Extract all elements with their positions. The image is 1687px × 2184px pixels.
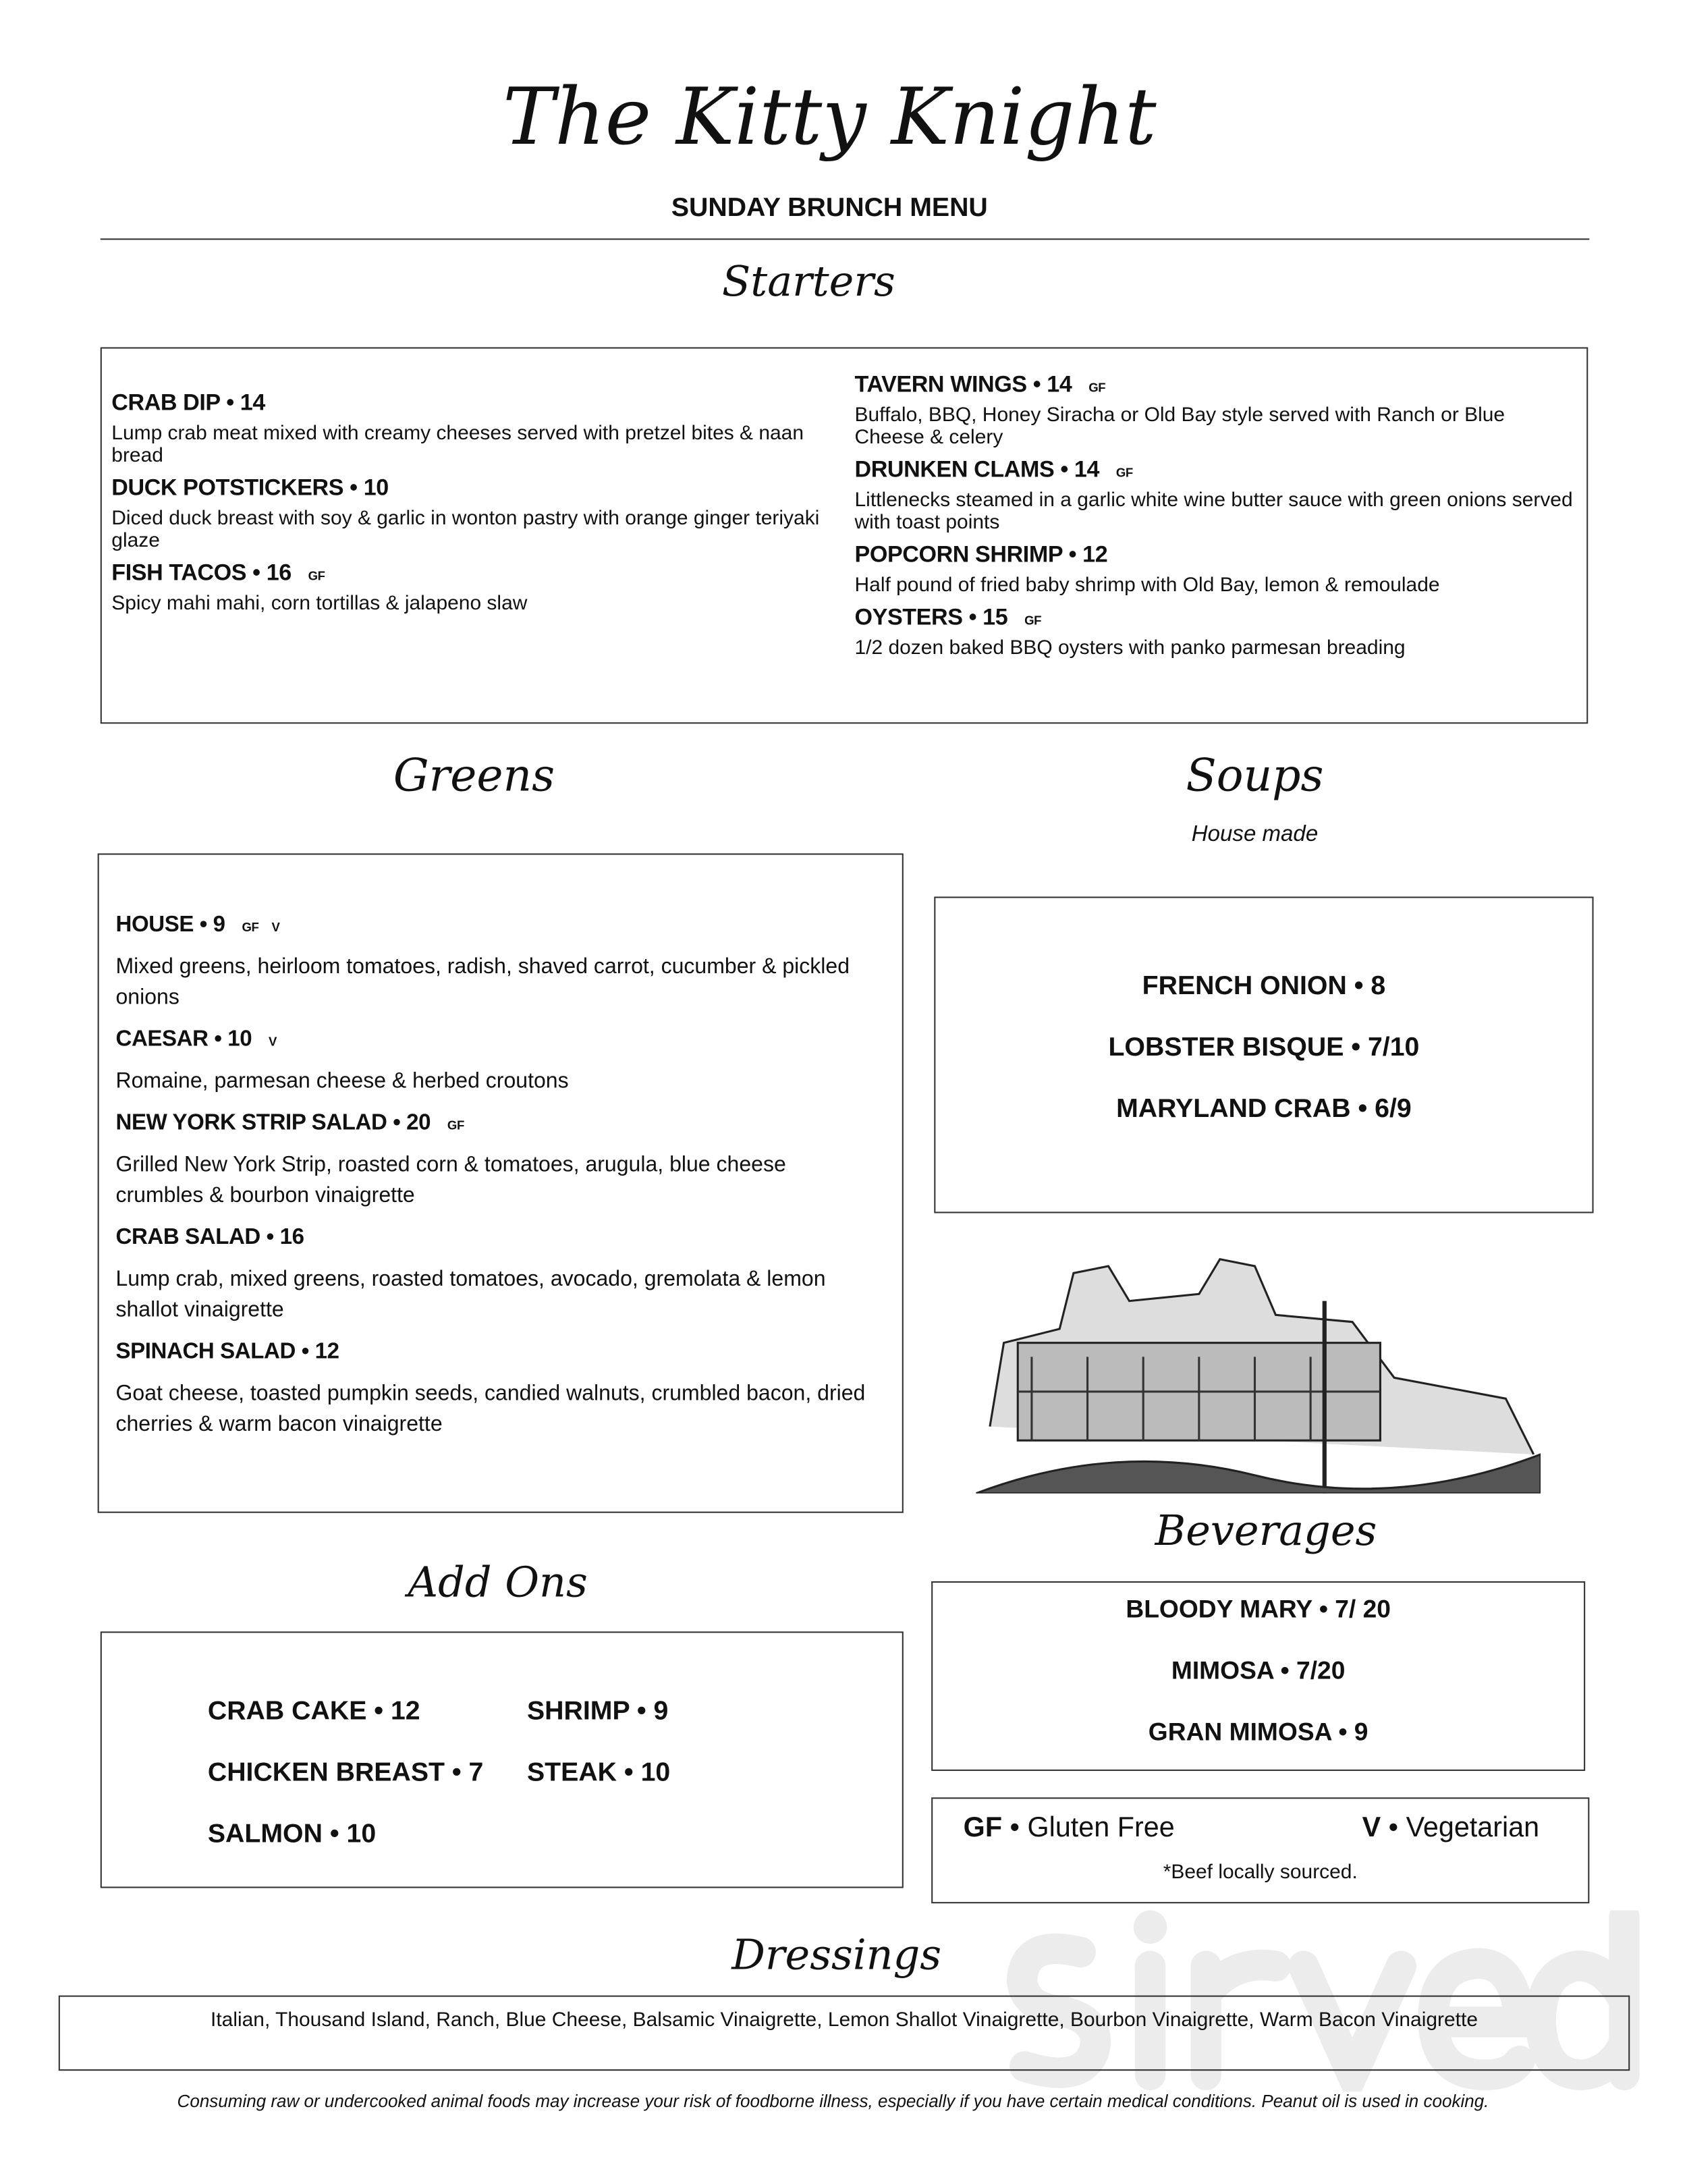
dietary-tag: GF — [308, 568, 325, 583]
menu-item-name: FISH TACOS • 16 GF — [111, 560, 325, 586]
menu-item-name: OYSTERS • 15 GF — [854, 605, 1042, 630]
legend-vegetarian: V • Vegetarian — [1362, 1812, 1540, 1844]
soups-box — [934, 897, 1593, 1213]
menu-item — [115, 913, 875, 1014]
menu-item-description: Diced duck breast with soy & garlic in wonton pastry with orange ginger teriyaki glaze — [111, 508, 820, 553]
addon-item: SALMON • 10 — [207, 1820, 377, 1849]
section-title-addons: Add Ons — [408, 1558, 588, 1608]
starters-box — [101, 347, 1588, 724]
addons-box — [101, 1631, 904, 1888]
beverage-item: GRAN MIMOSA • 9 — [1148, 1718, 1368, 1746]
menu-item-description: Mixed greens, heirloom tomatoes, radish, shaved carrot, cucumber & pickled onions — [115, 955, 850, 1010]
menu-item — [111, 476, 823, 553]
menu-item-name: DUCK POTSTICKERS • 10 — [111, 475, 389, 501]
greens-box — [98, 853, 904, 1512]
addon-item: STEAK • 10 — [526, 1758, 671, 1788]
beef-note: *Beef locally sourced. — [1163, 1861, 1358, 1884]
menu-item — [855, 605, 1580, 660]
dietary-tag: GF V — [242, 920, 280, 935]
menu-item-name: SPINACH SALAD • 12 — [115, 1340, 339, 1364]
legend-gluten-free: GF • Gluten Free — [963, 1812, 1175, 1844]
soup-item: LOBSTER BISQUE • 7/10 — [1108, 1033, 1420, 1063]
menu-item-description: Littlenecks steamed in a garlic white wine butter sauce with green onions served with toast points — [854, 489, 1573, 535]
menu-item-name: CAESAR • 10 V — [115, 1027, 277, 1052]
menu-item — [115, 1028, 875, 1097]
menu-item-description: 1/2 dozen baked BBQ oysters with panko parmesan breading — [854, 637, 1406, 660]
menu-item-name: POPCORN SHRIMP • 12 — [854, 542, 1108, 568]
menu-item-name: TAVERN WINGS • 14 GF — [854, 372, 1106, 398]
section-title-dressings: Dressings — [731, 1931, 942, 1980]
menu-item — [115, 1226, 875, 1326]
menu-subtitle: SUNDAY BRUNCH MENU — [671, 194, 988, 223]
beverage-item: MIMOSA • 7/20 — [1171, 1656, 1346, 1685]
dietary-tag: GF — [447, 1118, 464, 1132]
menu-item-description: Romaine, parmesan cheese & herbed croutons — [115, 1069, 569, 1093]
menu-item-name: DRUNKEN CLAMS • 14 GF — [854, 457, 1133, 483]
soup-item: MARYLAND CRAB • 6/9 — [1116, 1094, 1412, 1124]
menu-item — [855, 373, 1580, 449]
menu-item-description: Grilled New York Strip, roasted corn & tomatoes, arugula, blue cheese crumbles & bourbon vinaigrette — [115, 1153, 786, 1208]
menu-item — [855, 458, 1580, 535]
menu-item-name: CRAB SALAD • 16 — [115, 1226, 304, 1250]
dietary-tag: V — [269, 1035, 277, 1049]
soup-item: FRENCH ONION • 8 — [1142, 972, 1386, 1002]
menu-item — [111, 391, 823, 468]
dietary-tag: GF — [1088, 381, 1106, 395]
menu-item-description: Lump crab, mixed greens, roasted tomatoes, avocado, gremolata & lemon shallot vinaigrette — [115, 1267, 826, 1322]
menu-item-description: Goat cheese, toasted pumpkin seeds, candied walnuts, crumbled bacon, dried cherries & warm bacon vinaigrette — [115, 1382, 866, 1437]
dietary-tag: GF — [1115, 466, 1133, 480]
menu-item — [115, 1340, 875, 1441]
menu-item — [115, 1112, 875, 1212]
menu-item-description: Spicy mahi mahi, corn tortillas & jalapeno slaw — [111, 593, 528, 616]
menu-item-name: NEW YORK STRIP SALAD • 20 GF — [115, 1111, 464, 1135]
dietary-legend-box — [931, 1797, 1589, 1903]
beverages-box — [931, 1581, 1585, 1771]
menu-item-name: CRAB DIP • 14 — [111, 390, 265, 416]
soups-subtitle: House made — [1191, 822, 1319, 847]
section-title-soups: Soups — [1186, 748, 1324, 802]
menu-item-description: Half pound of fried baby shrimp with Old Bay, lemon & remoulade — [854, 574, 1440, 597]
menu-item-description: Buffalo, BBQ, Honey Siracha or Old Bay style served with Ranch or Blue Cheese & celery — [854, 404, 1505, 449]
dietary-tag: GF — [1024, 613, 1042, 628]
addon-item: CRAB CAKE • 12 — [207, 1697, 420, 1726]
section-title-beverages: Beverages — [1155, 1507, 1377, 1556]
dressings-box — [59, 1996, 1630, 2071]
menu-item-name: HOUSE • 9 GF V — [115, 913, 280, 937]
addon-item: SHRIMP • 9 — [526, 1697, 669, 1726]
addon-item: CHICKEN BREAST • 7 — [207, 1758, 484, 1788]
menu-item-description: Lump crab meat mixed with creamy cheeses served with pretzel bites & naan bread — [111, 422, 804, 468]
restaurant-building-illustration — [976, 1245, 1541, 1494]
beverage-item: BLOODY MARY • 7/ 20 — [1126, 1595, 1391, 1623]
section-title-greens: Greens — [393, 748, 555, 802]
section-title-starters: Starters — [721, 258, 895, 307]
header-divider — [101, 238, 1590, 240]
menu-item — [111, 561, 823, 616]
restaurant-logo-title: The Kitty Knight — [503, 72, 1157, 163]
footer-disclaimer: Consuming raw or undercooked animal foods may increase your risk of foodborne illness, especially if you have certain medical conditions. Peanut oil is used in cooking. — [177, 2092, 1489, 2112]
dressings-list: Italian, Thousand Island, Ranch, Blue Cheese, Balsamic Vinaigrette, Lemon Shallot Vinaigrette, Bourbon Vinaigrette, Warm Bacon Vinaigrette — [211, 2009, 1478, 2032]
menu-item — [855, 543, 1580, 597]
